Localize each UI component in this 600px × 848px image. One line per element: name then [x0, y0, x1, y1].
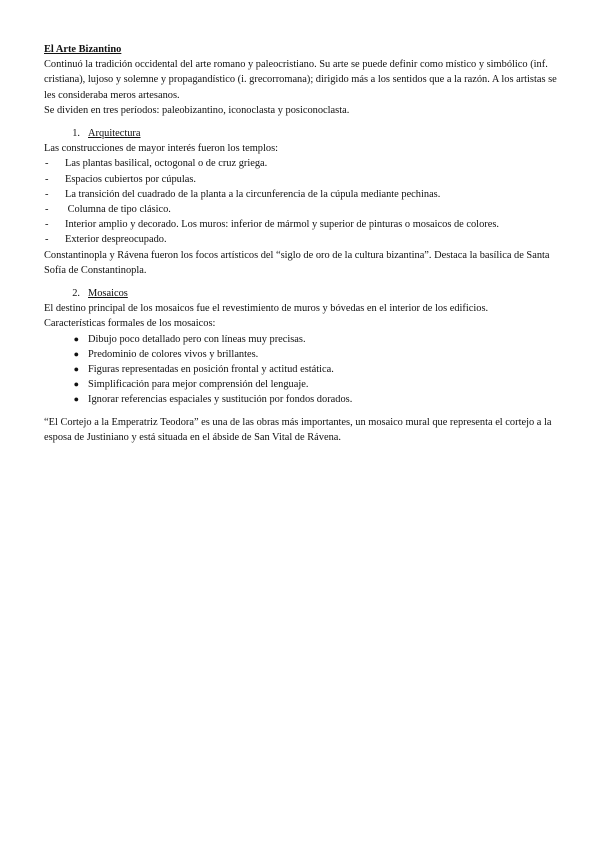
list-item	[44, 232, 564, 247]
section-lead: El destino principal de los mosaicos fue el revestimiento de muros y bóvedas en el interior de los edificios.	[44, 303, 489, 315]
list-item	[44, 362, 564, 377]
section-lead-secondary: Características formales de los mosaicos:	[44, 318, 216, 330]
list-item	[44, 156, 564, 171]
list-item-text: Interior amplio y decorado. Los muros: inferior de mármol y superior de pinturas o mosaicos de colores.	[65, 219, 499, 231]
list-item-text: Simplificación para mejor comprensión del lenguaje.	[88, 379, 309, 391]
section-title: Mosaicos	[88, 288, 128, 300]
intro-paragraph: Continuó la tradición occidental del arte romano y paleocristiano. Su arte se puede definir como místico y simbólico (inf. cristiana), lujoso y solemne y propagandístico (i. grecorromana); dirigido más a los sentidos que a la razón. A los artistas se les consideraba meros artesanos.	[44, 59, 557, 101]
section-closing: Constantinopla y Rávena fueron los focos artísticos del “siglo de oro de la cultura bizantina”. Destaca la basílica de Santa Sofía de Constantinopla.	[44, 249, 550, 276]
list-item-text: Las plantas basilical, octogonal o de cruz griega.	[65, 158, 268, 170]
list-item-text: Columna de tipo clásico.	[65, 204, 171, 216]
list-item-text: Predominio de colores vivos y brillantes.	[88, 348, 259, 360]
list-item	[44, 347, 564, 362]
dash-marker: -	[45, 158, 49, 170]
list-item	[44, 172, 564, 187]
section-number: 1.	[72, 128, 80, 140]
list-item-text: Figuras representadas en posición frontal y actitud estática.	[88, 364, 334, 376]
list-item-text: Exterior despreocupado.	[65, 234, 167, 246]
dash-marker: -	[45, 188, 49, 200]
dash-marker: -	[45, 219, 49, 231]
list-item	[44, 377, 564, 392]
arquitectura-list	[44, 156, 564, 247]
list-item-text: Ignorar referencias espaciales y sustitución por fondos dorados.	[88, 394, 353, 406]
bullet-icon: ●	[73, 394, 79, 405]
list-item	[44, 202, 564, 217]
section-number: 2.	[72, 288, 80, 300]
final-paragraph: “El Cortejo a la Emperatriz Teodora” es una de las obras más importantes, un mosaico mural que representa el cortejo a la esposa de Justiniano y está situada en el ábside de San Vital de Rávena.	[44, 416, 552, 443]
paragraph-spacer	[44, 408, 564, 415]
list-item	[44, 187, 564, 202]
section-heading-mosaicos	[44, 286, 564, 301]
periods-paragraph: Se dividen en tres períodos: paleobizantino, iconoclasta y posiconoclasta.	[44, 104, 350, 116]
document-title: El Arte Bizantino	[44, 44, 122, 55]
section-lead: Las construcciones de mayor interés fueron los templos:	[44, 143, 279, 155]
dash-marker: -	[45, 204, 49, 216]
dash-marker: -	[45, 234, 49, 246]
section-title: Arquitectura	[88, 128, 141, 140]
bullet-icon: ●	[73, 333, 79, 344]
list-item	[44, 217, 564, 232]
mosaicos-list	[44, 332, 564, 408]
list-item-text: Espacios cubiertos por cúpulas.	[65, 173, 197, 185]
list-item-text: Dibujo poco detallado pero con líneas muy precisas.	[88, 333, 306, 345]
list-item-text: La transición del cuadrado de la planta a la circunferencia de la cúpula mediante pechinas.	[65, 188, 441, 200]
list-item	[44, 392, 564, 407]
dash-marker: -	[45, 173, 49, 185]
bullet-icon: ●	[73, 348, 79, 359]
section-heading-arquitectura	[44, 126, 564, 141]
document-page	[44, 42, 564, 445]
bullet-icon: ●	[73, 364, 79, 375]
list-item	[44, 332, 564, 347]
bullet-icon: ●	[73, 379, 79, 390]
